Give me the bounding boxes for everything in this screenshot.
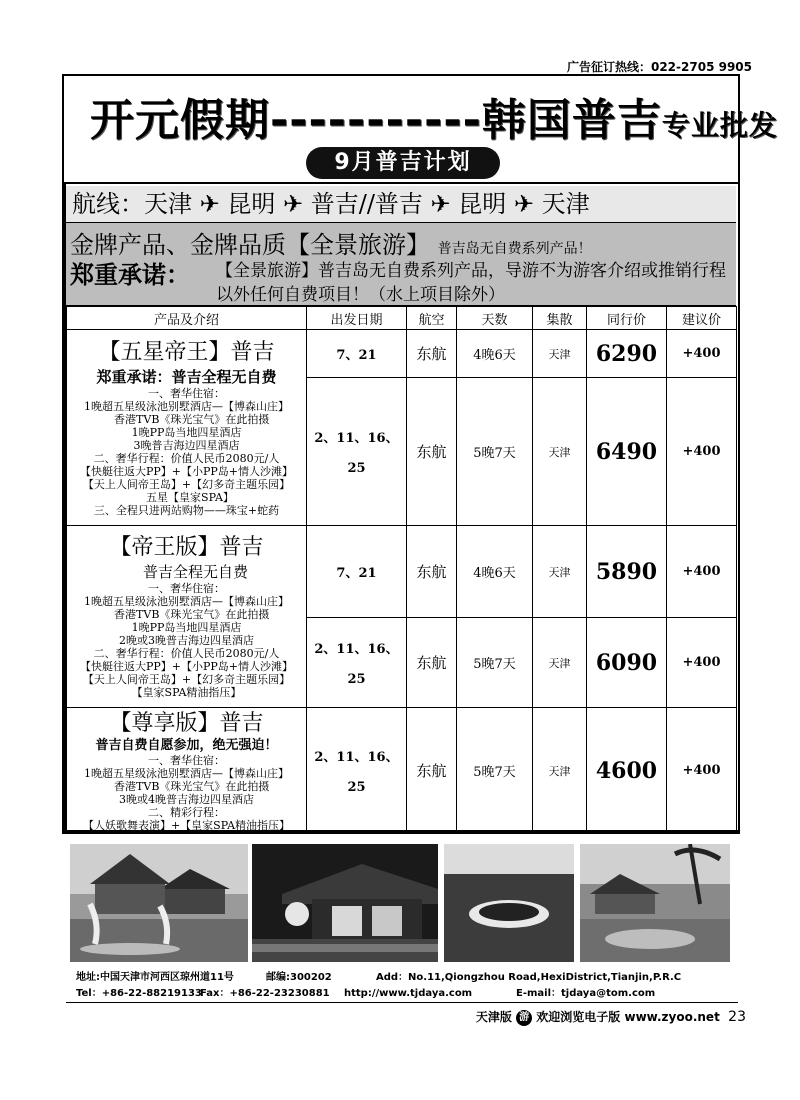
header-price: 同行价	[587, 307, 667, 330]
product-details: 一、奢华住宿： 1晚超五星级泳池别墅酒店—【博森山庄】 香港TVB《珠光宝气》在此拍摄 3晚或4晚普吉海边四星酒店 二、精彩行程： 【人妖歌舞表演】+【皇家SPA精油指压】	[82, 753, 291, 832]
duration: 5晚7天	[457, 618, 533, 708]
table-row	[67, 526, 737, 618]
departure-dates: 2、11、16、 25	[307, 618, 407, 708]
airline: 东航	[407, 618, 457, 708]
airline: 东航	[407, 378, 457, 526]
ad-hotline: 广告征订热线：022-2705 9905	[566, 60, 752, 74]
departure-dates: 7、21	[307, 526, 407, 618]
page-footer	[476, 1008, 746, 1026]
trade-price: 6090	[587, 618, 667, 708]
island-aerial-photo	[444, 844, 574, 962]
header-suggest: 建议价	[667, 307, 737, 330]
product-name: 【尊享版】普吉	[109, 710, 264, 736]
suggested-price: +400	[667, 378, 737, 526]
poolside-resort-photo	[580, 844, 730, 962]
table-header-row	[67, 307, 737, 330]
postcode: 邮编:300202	[266, 972, 332, 983]
villa-night-photo	[252, 844, 438, 962]
promo-band	[66, 222, 736, 306]
plan-badge: 9月普吉计划	[306, 147, 500, 179]
trade-price: 6290	[587, 330, 667, 378]
hub-city: 天津	[533, 618, 587, 708]
address-en: Add：No.11,Qiongzhou Road,HexiDistrict,Tianjin,P.R.C	[376, 972, 682, 983]
duration: 5晚7天	[457, 708, 533, 834]
product-cell	[67, 526, 307, 708]
airline: 东航	[407, 330, 457, 378]
promo-title: 金牌产品、金牌品质【全景旅游】	[70, 231, 430, 259]
header-airline: 航空	[407, 307, 457, 330]
suggested-price: +400	[667, 526, 737, 618]
hub-city: 天津	[533, 378, 587, 526]
departure-dates: 2、11、16、 25	[307, 378, 407, 526]
suggested-price: +400	[667, 330, 737, 378]
departure-dates: 7、21	[307, 330, 407, 378]
hub-city: 天津	[533, 330, 587, 378]
airline: 东航	[407, 708, 457, 834]
promise-label: 郑重承诺：	[70, 261, 190, 289]
promo-note: 普吉岛无自费系列产品！	[437, 241, 592, 257]
email-link[interactable]: E-mail：tjdaya@tom.com	[516, 988, 656, 999]
resort-pool-photo	[70, 844, 248, 962]
table-row	[67, 330, 737, 378]
fax: Fax：+86-22-23230881	[200, 988, 330, 999]
product-cell	[67, 330, 307, 526]
product-name: 【帝王版】普吉	[109, 535, 264, 560]
trade-price: 4600	[587, 708, 667, 834]
product-subtitle: 普吉全程无自费	[142, 563, 248, 581]
duration: 5晚7天	[457, 378, 533, 526]
telephone: Tel：+86-22-88219133	[76, 988, 202, 999]
promise-text: 【全景旅游】普吉岛无自费系列产品，导游不为游客介绍或推销行程以外任何自费项目！（水上项目除外）	[216, 261, 726, 305]
route-line: 航线：天津 ✈ 昆明 ✈ 普吉//普吉 ✈ 昆明 ✈ 天津	[66, 186, 736, 222]
header-hub: 集散	[533, 307, 587, 330]
welcome-text: 欢迎浏览电子版	[536, 1010, 621, 1024]
page-number: 23	[728, 1009, 746, 1025]
product-table	[66, 306, 737, 834]
header-product: 产品及介绍	[67, 307, 307, 330]
trade-price: 5890	[587, 526, 667, 618]
trade-price: 6490	[587, 378, 667, 526]
website-link[interactable]: http://www.tjdaya.com	[344, 988, 473, 999]
product-details: 一、奢华住宿： 1晚超五星级泳池别墅酒店—【博森山庄】 香港TVB《珠光宝气》在此拍摄 1晚PP岛当地四星酒店 2晚或3晚普吉海边四星酒店 二、奢华行程：价值人民币2080元/人 【快艇往返大PP】+【小PP岛+情人沙滩】 【天上人间帝王岛】+【幻多奇主题乐园】 【皇家SPA精油指压】	[79, 582, 294, 699]
headline-main: 开元假期-----------韩国普吉	[90, 95, 662, 146]
airline: 东航	[407, 526, 457, 618]
table-row	[67, 708, 737, 834]
site-link[interactable]: www.zyoo.net	[624, 1010, 720, 1024]
duration: 4晚6天	[457, 526, 533, 618]
duration: 4晚6天	[457, 330, 533, 378]
product-subtitle: 普吉自费自愿参加，绝无强迫！	[95, 737, 278, 753]
headline	[90, 84, 778, 148]
magazine-logo-icon: 游	[516, 1010, 532, 1026]
product-subtitle: 郑重承诺：普吉全程无自费	[96, 367, 277, 386]
footer-divider	[66, 1002, 738, 1003]
header-date: 出发日期	[307, 307, 407, 330]
product-details: 一、奢华住宿： 1晚超五星级泳池别墅酒店—【博森山庄】 香港TVB《珠光宝气》在此拍摄 1晚PP岛当地四星酒店 3晚普吉海边四星酒店 二、奢华行程：价值人民币2080元/人 【快艇往返大PP】+【小PP岛+情人沙滩】 【天上人间帝王岛】+【幻多奇主题乐园】 五星【皇家SPA】 三、全程只进两站购物——珠宝+蛇药	[79, 386, 294, 517]
hub-city: 天津	[533, 708, 587, 834]
hub-city: 天津	[533, 526, 587, 618]
address-cn: 地址:中国天津市河西区琼州道11号	[76, 972, 234, 983]
product-cell	[67, 708, 307, 834]
suggested-price: +400	[667, 708, 737, 834]
headline-suffix: 专业批发	[661, 109, 778, 142]
product-name: 【五星帝王】普吉	[98, 339, 275, 365]
departure-dates: 2、11、16、 25	[307, 708, 407, 834]
edition-label: 天津版	[475, 1010, 512, 1024]
header-days: 天数	[457, 307, 533, 330]
suggested-price: +400	[667, 618, 737, 708]
